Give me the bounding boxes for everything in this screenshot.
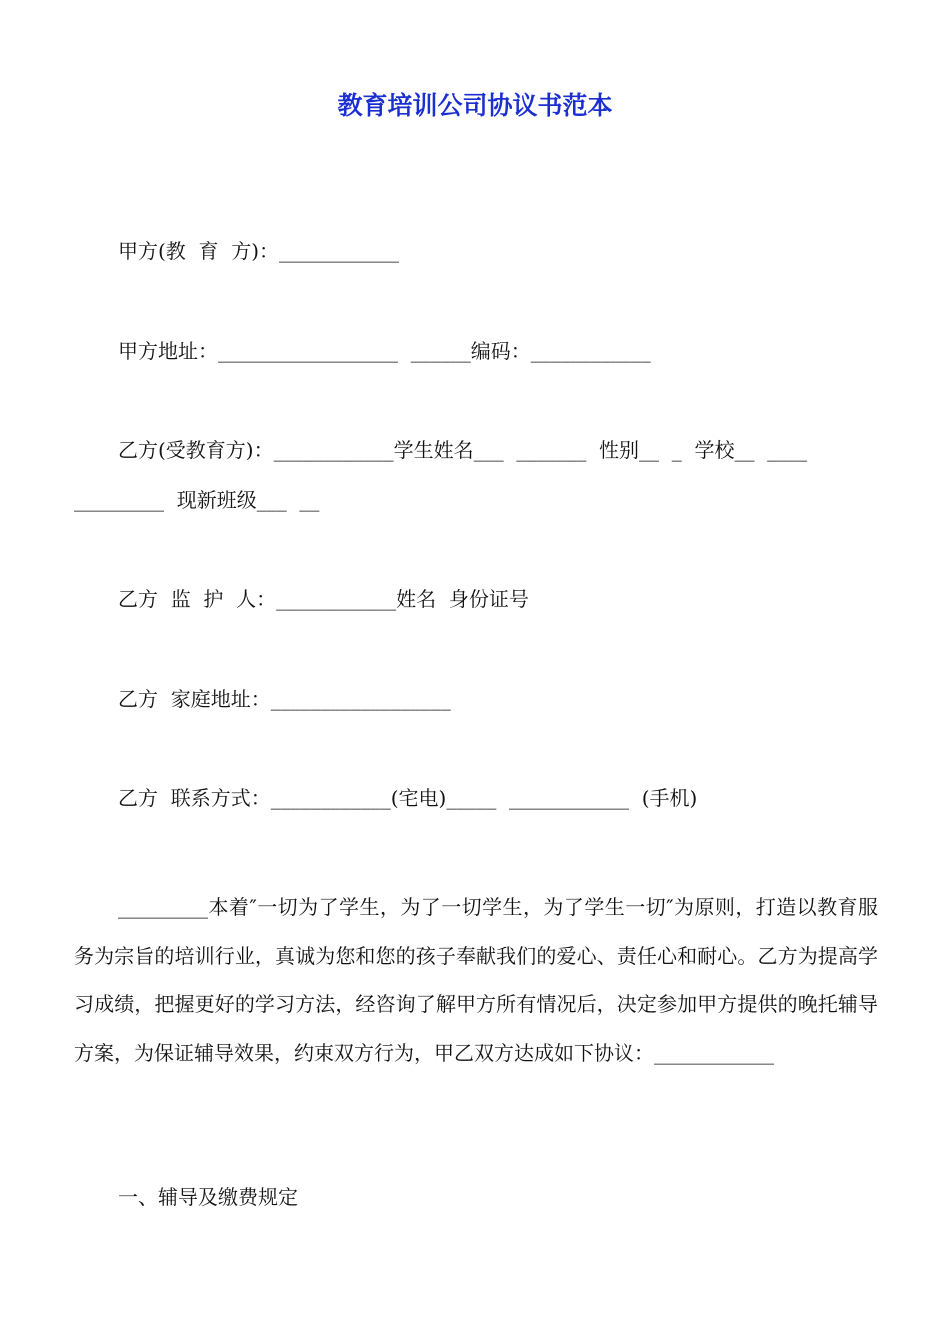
home-address-field: 乙方 家庭地址：__________________ [118,687,451,711]
contact-field: 乙方 联系方式：____________(宅电)_____ ____________ (手机) [118,786,698,810]
section-heading: 一、辅导及缴费规定 [118,1185,298,1209]
guardian-field: 乙方 监 护 人：____________姓名 身份证号 [118,587,529,611]
document-title: 教育培训公司协议书范本 [337,91,613,120]
party-b-field-continued: _________ 现新班级___ __ [74,488,320,512]
party-a-field: 甲方(教 育 方)：____________ [118,239,400,263]
party-b-field: 乙方(受教育方)：____________学生姓名___ _______ 性别__ _ 学校__ ____ [118,438,808,462]
intro-paragraph: _________本着″一切为了学生，为了一切学生，为了学生一切″为原则，打造以教育服务为宗旨的培训行业，真诚为您和您的孩子奉献我们的爱心、责任心和耐心。乙方为提高学习成绩，把握更好的学习方法，经咨询了解甲方所有情况后，决定参加甲方提供的晚托辅导方案，为保证辅导效果，约束双方行为，甲乙双方达成如下协议：____________ [74,895,878,1065]
party-a-address-field: 甲方地址：__________________ ______编码：____________ [118,339,651,363]
